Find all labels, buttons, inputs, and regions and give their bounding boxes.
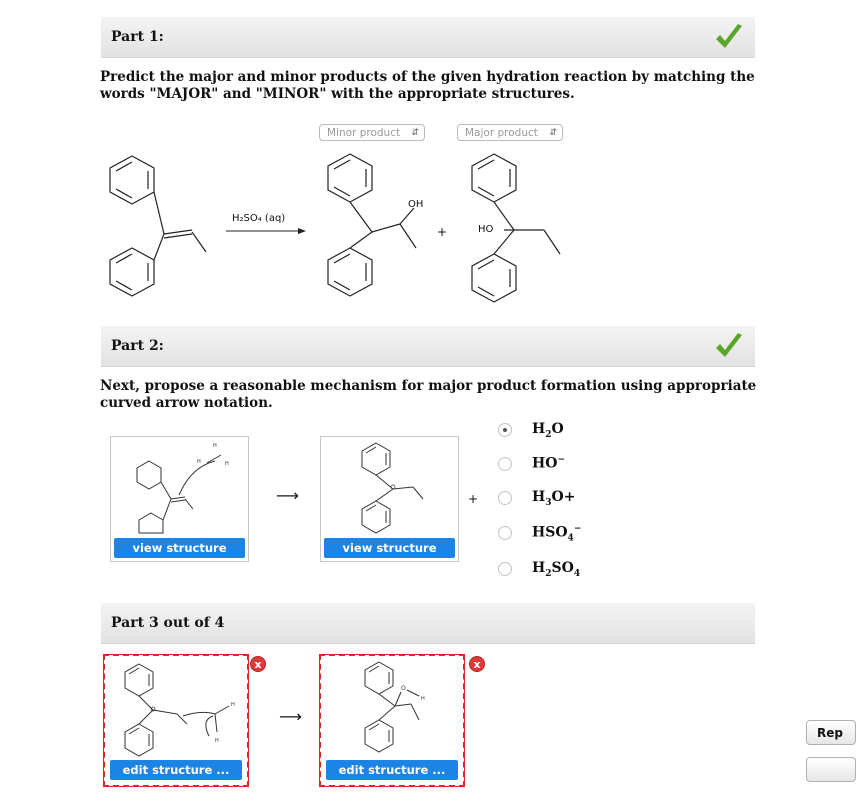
- part1-title: Part 1:: [111, 29, 164, 45]
- ho-label: HO: [478, 224, 494, 235]
- select-1-value: Minor product: [327, 127, 401, 139]
- svg-text:H: H: [421, 696, 425, 702]
- mechanism-structure-1: [111, 437, 248, 537]
- svg-text:H: H: [213, 443, 217, 449]
- option-label: H: [532, 489, 546, 505]
- part2-question: Next, propose a reasonable mechanism for major product formation using appropriate curved arrow notation.: [100, 378, 757, 411]
- remove-icon[interactable]: x: [250, 656, 266, 672]
- updown-chevron-icon: ⇵: [549, 128, 557, 138]
- svg-text:H: H: [225, 461, 229, 467]
- mechanism-step-box-2[interactable]: [320, 436, 459, 562]
- part1-header: [101, 17, 755, 58]
- view-structure-button-1[interactable]: view structure: [114, 538, 245, 558]
- product-select-1[interactable]: [319, 124, 425, 141]
- rep-button[interactable]: Rep: [806, 720, 856, 745]
- radio-button[interactable]: [498, 423, 512, 437]
- radio-button[interactable]: [498, 457, 512, 471]
- side-button[interactable]: [806, 757, 856, 782]
- mechanism-arrow-1: ⟶: [276, 486, 299, 505]
- updown-chevron-icon: ⇵: [411, 128, 419, 138]
- svg-text:H: H: [231, 702, 235, 708]
- option-label: HSO: [532, 524, 568, 541]
- select-2-value: Major product: [465, 127, 538, 139]
- checkmark-icon: [713, 331, 745, 361]
- option-label: H: [532, 560, 546, 576]
- product-select-2[interactable]: [457, 124, 563, 141]
- edit-step-box-2[interactable]: [319, 654, 465, 787]
- view-structure-button-2[interactable]: view structure: [324, 538, 455, 558]
- edit-structure-button-1[interactable]: edit structure ...: [110, 760, 242, 780]
- mechanism-structure-2: [321, 437, 458, 537]
- part3-title: Part 3 out of 4: [111, 615, 225, 631]
- reactant-structure: [104, 148, 214, 308]
- mechanism-step-box-1[interactable]: [110, 436, 249, 562]
- major-product-structure: [454, 148, 564, 308]
- svg-text:H: H: [215, 738, 219, 744]
- part3-header: [101, 603, 755, 644]
- radio-button[interactable]: [498, 526, 512, 540]
- part2-header: [101, 326, 755, 367]
- mechanism-arrow-2: ⟶: [279, 707, 302, 726]
- checkmark-icon: [713, 22, 745, 52]
- part2-title: Part 2:: [111, 338, 164, 354]
- minor-product-structure: [306, 148, 426, 308]
- option-label: HO: [532, 455, 558, 472]
- edit-step-box-1[interactable]: [103, 654, 249, 787]
- part1-question: Predict the major and minor products of the given hydration reaction by matching the words "MAJOR" and "MINOR" with the appropriate structures.: [100, 69, 755, 102]
- edit-structure-button-2[interactable]: edit structure ...: [326, 760, 458, 780]
- plus-sign-2: +: [468, 492, 479, 506]
- edit-structure-1: [105, 656, 247, 760]
- svg-text:O: O: [401, 685, 406, 692]
- option-label: H: [532, 421, 546, 437]
- oh-label: OH: [408, 199, 424, 210]
- svg-text:H: H: [197, 459, 201, 465]
- radio-button[interactable]: [498, 562, 512, 576]
- reagent-label: H₂SO₄ (aq): [232, 213, 286, 224]
- radio-button[interactable]: [498, 491, 512, 505]
- edit-structure-2: [321, 656, 463, 760]
- remove-icon[interactable]: x: [469, 656, 485, 672]
- plus-sign: +: [437, 225, 448, 239]
- reaction-arrow: [224, 226, 308, 236]
